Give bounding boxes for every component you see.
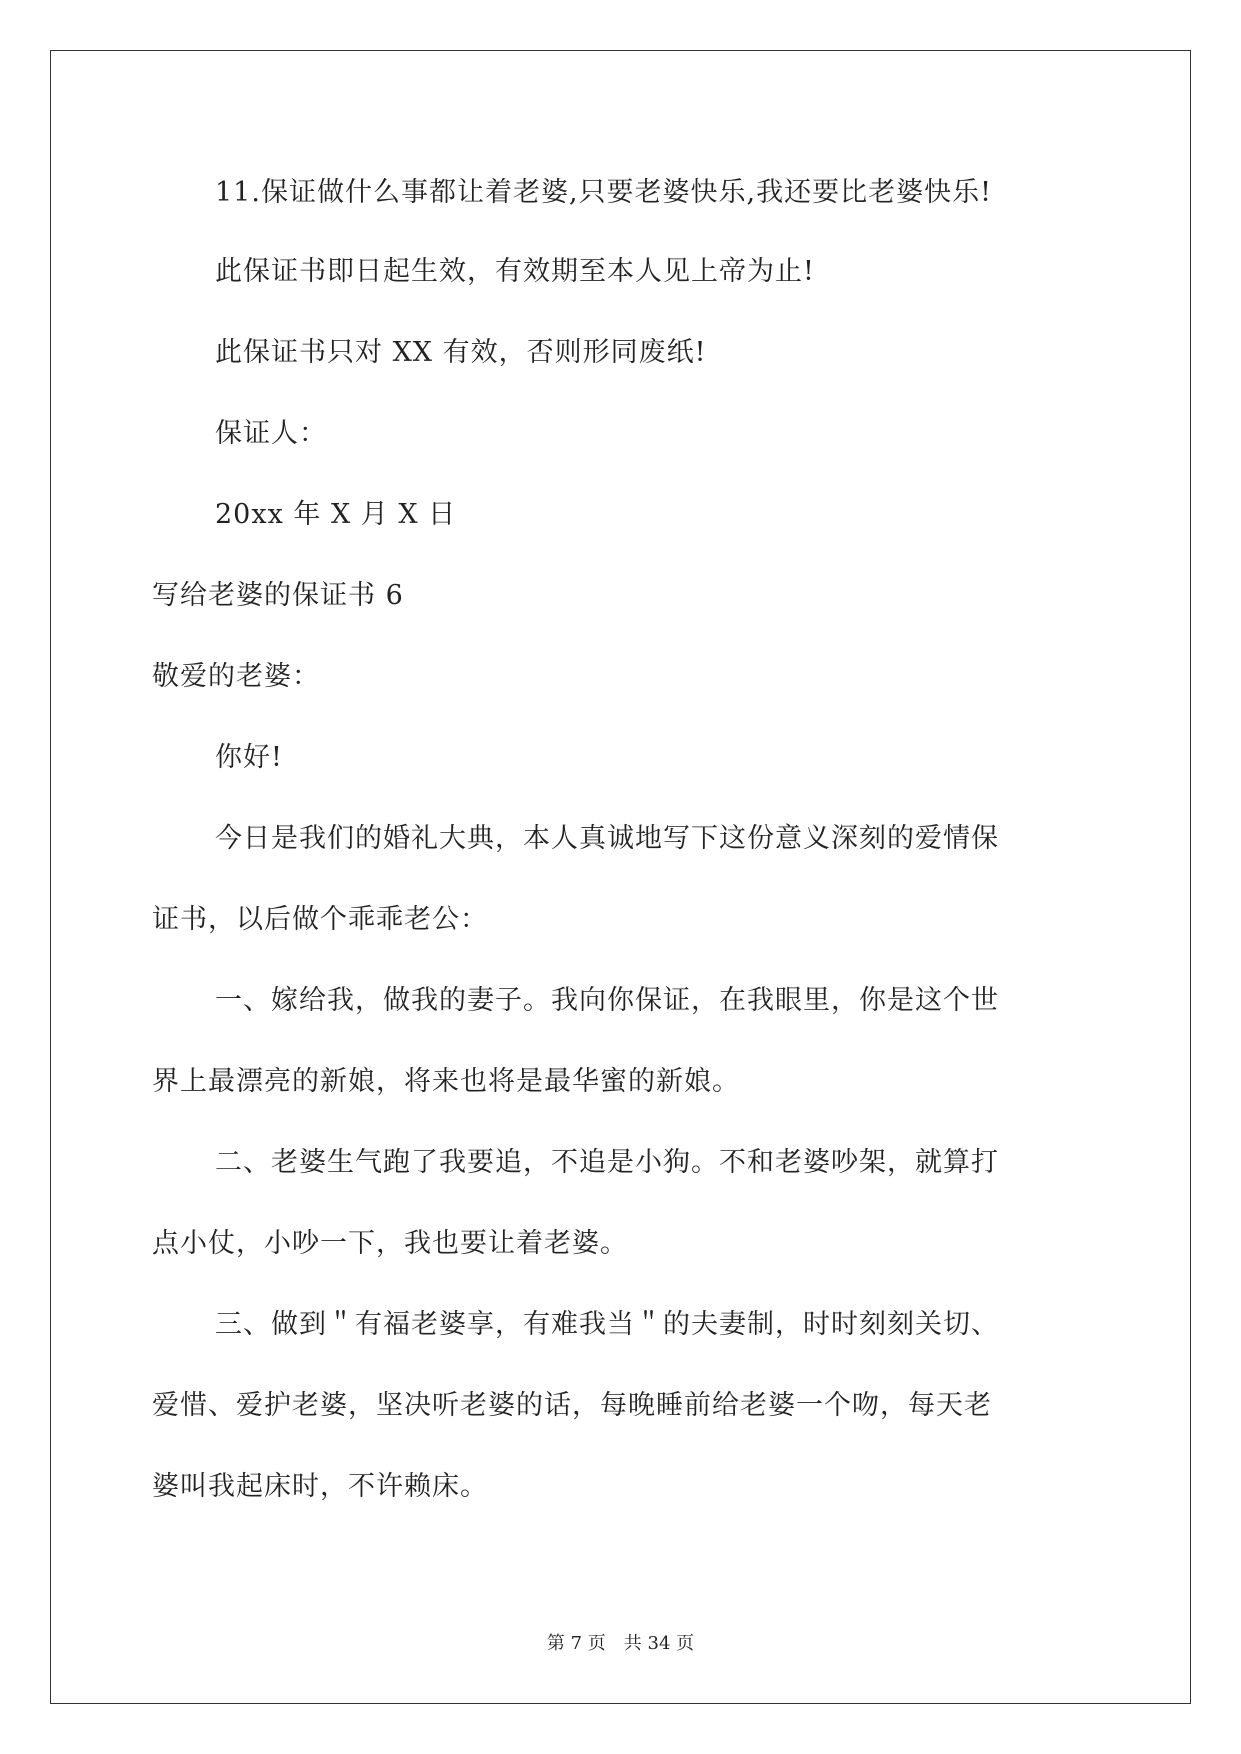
paragraph-two-line2: 点小仗，小吵一下，我也要让着老婆。 (152, 1228, 628, 1259)
paragraph-validity: 此保证书只对 XX 有效，否则形同废纸! (215, 337, 707, 368)
paragraph-item-11: 11.保证做什么事都让着老婆,只要老婆快乐,我还要比老婆快乐! (215, 177, 992, 208)
paragraph-three-line1: 三、做到＂有福老婆享，有难我当＂的夫妻制，时时刻刻关切、 (215, 1309, 999, 1340)
section-title: 写给老婆的保证书 6 (152, 580, 404, 611)
paragraph-one-line1: 一、嫁给我，做我的妻子。我向你保证，在我眼里，你是这个世 (215, 985, 999, 1016)
page-number-footer: 第 7 页 共 34 页 (546, 1633, 695, 1654)
paragraph-intro-line1: 今日是我们的婚礼大典，本人真诚地写下这份意义深刻的爱情保 (215, 823, 999, 854)
paragraph-effective-date: 此保证书即日起生效，有效期至本人见上帝为止! (215, 256, 815, 287)
paragraph-three-line2: 爱惜、爱护老婆，坚决听老婆的话，每晚睡前给老婆一个吻，每天老 (152, 1390, 992, 1421)
page-frame (50, 50, 1191, 1704)
paragraph-two-line1: 二、老婆生气跑了我要追，不追是小狗。不和老婆吵架，就算打 (215, 1147, 999, 1178)
greeting: 你好! (215, 742, 283, 773)
paragraph-intro-line2: 证书，以后做个乖乖老公： (152, 904, 488, 935)
paragraph-one-line2: 界上最漂亮的新娘，将来也将是最华蜜的新娘。 (152, 1066, 740, 1097)
paragraph-three-line3: 婆叫我起床时，不许赖床。 (152, 1471, 488, 1502)
date-line: 20xx 年 X 月 X 日 (215, 499, 457, 530)
guarantor-label: 保证人： (215, 418, 327, 449)
salutation: 敬爱的老婆： (152, 661, 320, 692)
